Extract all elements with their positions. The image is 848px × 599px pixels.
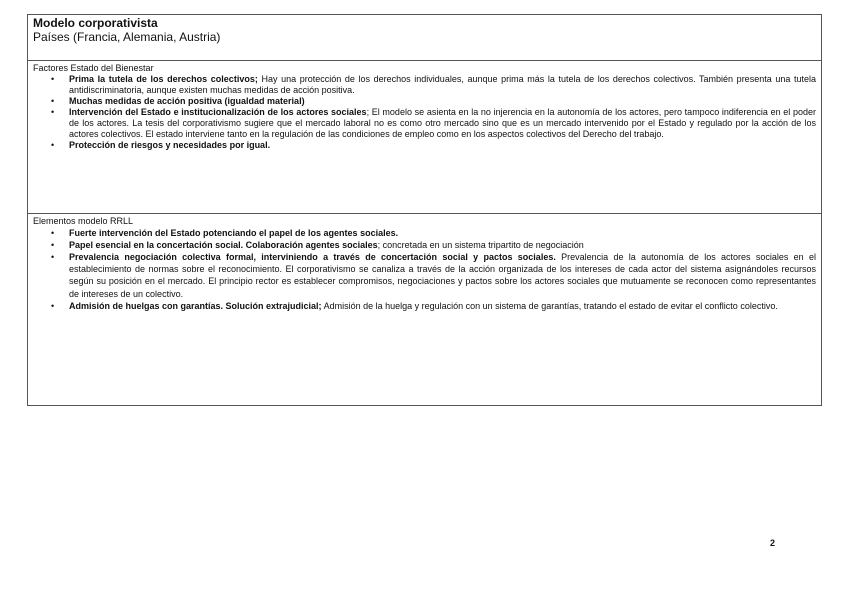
- list-item: [33, 300, 816, 312]
- bullet-icon: •: [51, 106, 55, 117]
- item-bold-text: Intervención del Estado e institucionalización de los actores sociales: [69, 106, 367, 117]
- item-bold-text: Prevalencia negociación colectiva formal, interviniendo a través de concertación social y pactos sociales.: [69, 251, 556, 262]
- bullet-icon: •: [51, 95, 55, 106]
- item-bold-text: Prima la tutela de los derechos colectivos;: [69, 73, 258, 84]
- bullet-icon: •: [51, 239, 55, 250]
- bullet-icon: •: [51, 227, 55, 238]
- bullet-icon: •: [51, 139, 55, 150]
- factores-cell: [28, 61, 821, 214]
- list-item: [33, 96, 816, 107]
- factores-label: Factores Estado del Bienestar: [33, 63, 154, 73]
- item-bold-text: Fuerte intervención del Estado potenciando el papel de los agentes sociales.: [69, 227, 399, 238]
- countries-subtitle: Países (Francia, Alemania, Austria): [33, 30, 221, 44]
- item-text: ; El modelo se asienta en la no injerencia en la autonomía de los actores, pero tampoco indiferencia en el poder de los actores. La tesis del corporativismo sugiere que el mercado laboral no es como otro mercado sino que es un mercado intervenido por el Estado y regulado por la acción de los actores colectivos. El estado interviene tanto en la regulación de las condiciones de empleo como en los aspectos colectivos del Derecho del trabajo.: [69, 106, 817, 139]
- list-item: [33, 74, 816, 96]
- content-table: [27, 14, 822, 406]
- bullet-icon: •: [51, 251, 55, 262]
- item-text: Hay una protección de los derechos individuales, aunque prima más la tutela de los derechos colectivos. También presenta una tutela antidiscriminatoria, aunque existen muchas medidas de acción positiva.: [69, 73, 816, 95]
- item-text: Admisión de la huelga y regulación con un sistema de garantías, tratando el estado de evitar el conflicto colectivo.: [321, 300, 778, 311]
- elementos-label: Elementos modelo RRLL: [33, 216, 134, 226]
- list-item: [33, 239, 816, 251]
- item-bold-text: Admisión de huelgas con garantías. Solución extrajudicial;: [69, 300, 322, 311]
- item-bold-text: Papel esencial en la concertación social. Colaboración agentes sociales: [69, 239, 378, 250]
- list-item: [33, 227, 816, 239]
- elementos-cell: [28, 214, 821, 405]
- item-bold-text: Protección de riesgos y necesidades por igual.: [69, 139, 271, 150]
- list-item: [33, 140, 816, 151]
- elementos-list: [33, 227, 816, 312]
- item-text: ; concretada en un sistema tripartito de negociación: [377, 239, 584, 250]
- model-title: Modelo corporativista: [33, 16, 158, 30]
- factores-list: [33, 74, 816, 151]
- bullet-icon: •: [51, 73, 55, 84]
- bullet-icon: •: [51, 300, 55, 311]
- item-bold-text: Muchas medidas de acción positiva (igualdad material): [69, 95, 305, 106]
- item-text: Prevalencia de la autonomía de los actores sociales en el establecimiento de normas sobre el reconocimiento. El corporativismo se canaliza a través de la acción organizada de los intereses de cada actor del sistema asignándoles recursos según su posición en el mercado. El principio rector es establecer compromisos, negociaciones y pactos sobre los actores sociales que mutuamente se reconocen como representantes de intereses de un colectivo.: [69, 251, 816, 299]
- page-number: 2: [770, 538, 776, 548]
- list-item: [33, 251, 816, 300]
- list-item: [33, 107, 816, 140]
- header-cell: [28, 15, 821, 61]
